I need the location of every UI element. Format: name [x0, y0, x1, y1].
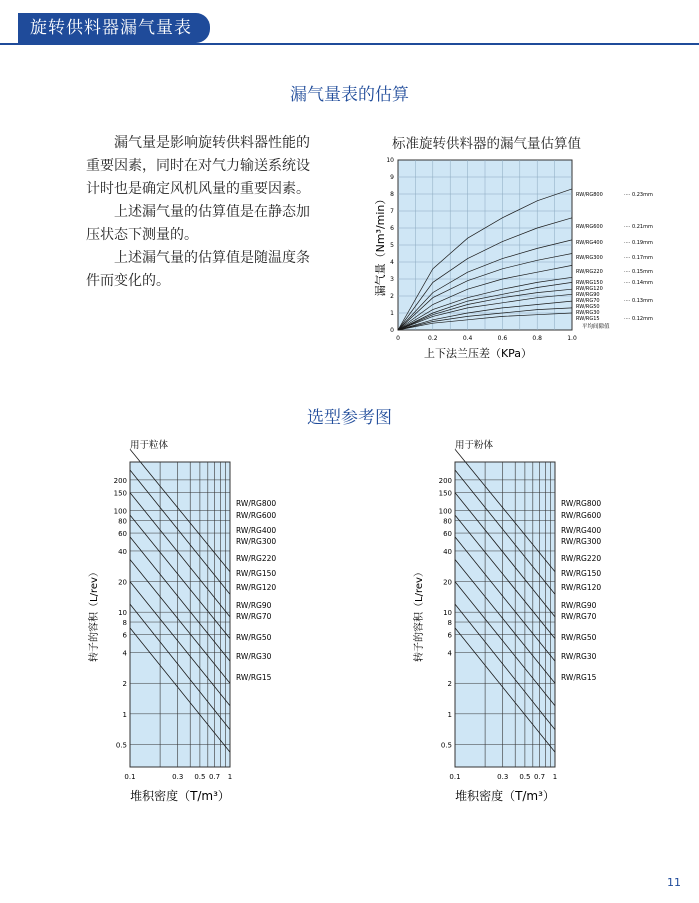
y-tick-label: 6	[390, 225, 394, 232]
model-label: RW/RG15	[561, 673, 597, 682]
model-label: RW/RG70	[561, 612, 597, 621]
y-tick-label: 20	[118, 578, 127, 587]
model-label: RW/RG150	[561, 569, 602, 578]
x-tick-label: 1	[552, 773, 558, 781]
y-tick-label: 80	[118, 517, 127, 526]
model-label: RW/RG600	[236, 511, 277, 520]
leakage-chart	[360, 150, 660, 370]
y-tick-label: 2	[390, 293, 394, 300]
model-label: RW/RG150	[236, 569, 277, 578]
series-label: RW/RG50	[576, 304, 600, 310]
y-tick-label: 100	[113, 507, 127, 516]
y-tick-label: 200	[113, 476, 127, 485]
y-tick-label: 100	[438, 507, 452, 516]
section2-title: 选型参考图	[307, 408, 392, 428]
clearance-label: ···· 0.15mm	[624, 269, 653, 275]
model-label: RW/RG400	[236, 526, 277, 535]
model-label: RW/RG15	[236, 673, 272, 682]
model-label: RW/RG120	[561, 583, 602, 592]
clearance-label: ···· 0.19mm	[624, 240, 653, 246]
model-label: RW/RG300	[561, 537, 602, 546]
y-tick-label: 8	[447, 619, 452, 628]
clearance-label: ···· 0.17mm	[624, 255, 653, 261]
x-tick-label: 0.5	[194, 773, 206, 781]
header-rule	[0, 43, 699, 45]
y-tick-label: 6	[447, 631, 452, 640]
clearance-label: ···· 0.12mm	[624, 316, 653, 322]
granule-selection-chart	[80, 432, 330, 832]
series-label: RW/RG300	[576, 255, 603, 261]
clearance-label: ···· 0.23mm	[624, 192, 653, 198]
series-label: RW/RG800	[576, 192, 603, 198]
x-tick-label: 0.7	[208, 773, 221, 781]
y-tick-label: 0.5	[115, 741, 127, 750]
model-label: RW/RG70	[236, 612, 272, 621]
y-tick-label: 8	[390, 191, 394, 198]
chart-label: 用于粒体	[130, 440, 169, 451]
y-tick-label: 4	[390, 259, 394, 266]
series-label: RW/RG15	[576, 316, 600, 322]
x-tick-label: 0.1	[124, 773, 136, 781]
intro-text	[86, 132, 322, 293]
model-label: RW/RG220	[236, 554, 277, 563]
x-tick-label: 0.8	[532, 335, 542, 342]
y-tick-label: 3	[390, 276, 394, 283]
y-tick-label: 10	[443, 609, 452, 618]
series-label: RW/RG30	[576, 310, 600, 316]
plot-area	[130, 462, 230, 767]
y-tick-label: 60	[443, 530, 452, 539]
model-label: RW/RG30	[236, 652, 272, 661]
x-tick-label: 0.1	[449, 773, 461, 781]
y-tick-label: 150	[438, 489, 452, 498]
model-label: RW/RG120	[236, 583, 277, 592]
x-tick-label: 0.7	[533, 773, 546, 781]
paragraph-1: 漏气量是影响旋转供料器性能的重要因素，同时在对气力输送系统设计时也是确定风机风量的重要因素。	[86, 135, 310, 197]
model-label: RW/RG300	[236, 537, 277, 546]
y-tick-label: 1	[390, 310, 394, 317]
model-label: RW/RG400	[561, 526, 602, 535]
clearance-label: ···· 0.13mm	[624, 298, 653, 304]
main-chart-title: 标准旋转供料器的漏气量估算值	[392, 136, 581, 152]
header-bar	[0, 0, 699, 48]
paragraph-2: 上述漏气量的估算值是在静态加压状态下测量的。	[86, 204, 310, 243]
y-tick-label: 2	[447, 680, 452, 689]
y-axis-title: 转子的容积（L/rev）	[89, 567, 100, 662]
y-tick-label: 0	[390, 327, 394, 334]
x-tick-label: 0.3	[172, 773, 184, 781]
series-label: RW/RG120	[576, 286, 603, 292]
model-label: RW/RG50	[561, 633, 597, 642]
x-tick-label: 0.6	[497, 335, 508, 342]
model-label: RW/RG800	[561, 499, 602, 508]
x-axis-title: 堆积密度（T/m³）	[455, 789, 555, 803]
x-axis-title: 上下法兰压差（KPa）	[423, 347, 533, 360]
y-tick-label: 7	[390, 208, 394, 215]
y-tick-label: 60	[118, 530, 127, 539]
powder-selection-chart	[405, 432, 655, 832]
y-tick-label: 9	[390, 174, 394, 181]
series-label: RW/RG600	[576, 224, 603, 230]
model-label: RW/RG90	[236, 601, 272, 610]
x-tick-label: 1.0	[567, 335, 577, 342]
x-tick-label: 1	[227, 773, 233, 781]
y-tick-label: 4	[122, 649, 127, 658]
y-tick-label: 6	[122, 631, 127, 640]
x-tick-label: 0	[396, 335, 400, 342]
x-tick-label: 0.4	[462, 335, 473, 342]
y-tick-label: 40	[443, 547, 452, 556]
y-tick-label: 5	[390, 242, 394, 249]
clearance-label: ···· 0.14mm	[624, 280, 653, 286]
model-label: RW/RG50	[236, 633, 272, 642]
page-number: 11	[667, 876, 681, 889]
y-tick-label: 10	[118, 609, 127, 618]
header-title: 旋转供料器漏气量表	[18, 13, 210, 43]
series-label: RW/RG220	[576, 269, 603, 275]
model-label: RW/RG800	[236, 499, 277, 508]
model-label: RW/RG600	[561, 511, 602, 520]
y-axis-title: 转子的容积（L/rev）	[414, 567, 425, 662]
chart-label: 用于粉体	[455, 440, 494, 451]
y-tick-label: 20	[443, 578, 452, 587]
y-tick-label: 200	[438, 476, 452, 485]
x-tick-label: 0.5	[519, 773, 531, 781]
series-label: RW/RG400	[576, 240, 603, 246]
plot-area	[455, 462, 555, 767]
x-axis-title: 堆积密度（T/m³）	[130, 789, 230, 803]
y-tick-label: 80	[443, 517, 452, 526]
series-label: RW/RG150	[576, 280, 603, 286]
model-label: RW/RG90	[561, 601, 597, 610]
y-tick-label: 4	[447, 649, 452, 658]
series-label: RW/RG70	[576, 298, 600, 304]
y-tick-label: 0.5	[440, 741, 452, 750]
chart-footnote: 平均间隙值	[582, 324, 610, 330]
x-tick-label: 0.3	[497, 773, 509, 781]
model-label: RW/RG220	[561, 554, 602, 563]
y-tick-label: 40	[118, 547, 127, 556]
y-tick-label: 10	[386, 157, 394, 164]
section1-title: 漏气量表的估算	[290, 85, 409, 105]
series-label: RW/RG90	[576, 292, 600, 298]
y-tick-label: 1	[122, 710, 127, 719]
y-axis-title: 漏气量（Nm³/min）	[374, 193, 387, 297]
model-label: RW/RG30	[561, 652, 597, 661]
x-tick-label: 0.2	[428, 335, 438, 342]
y-tick-label: 1	[447, 710, 452, 719]
y-tick-label: 2	[122, 680, 127, 689]
paragraph-3: 上述漏气量的估算值是随温度条件而变化的。	[86, 250, 310, 289]
y-tick-label: 150	[113, 489, 127, 498]
clearance-label: ···· 0.21mm	[624, 224, 653, 230]
y-tick-label: 8	[122, 619, 127, 628]
